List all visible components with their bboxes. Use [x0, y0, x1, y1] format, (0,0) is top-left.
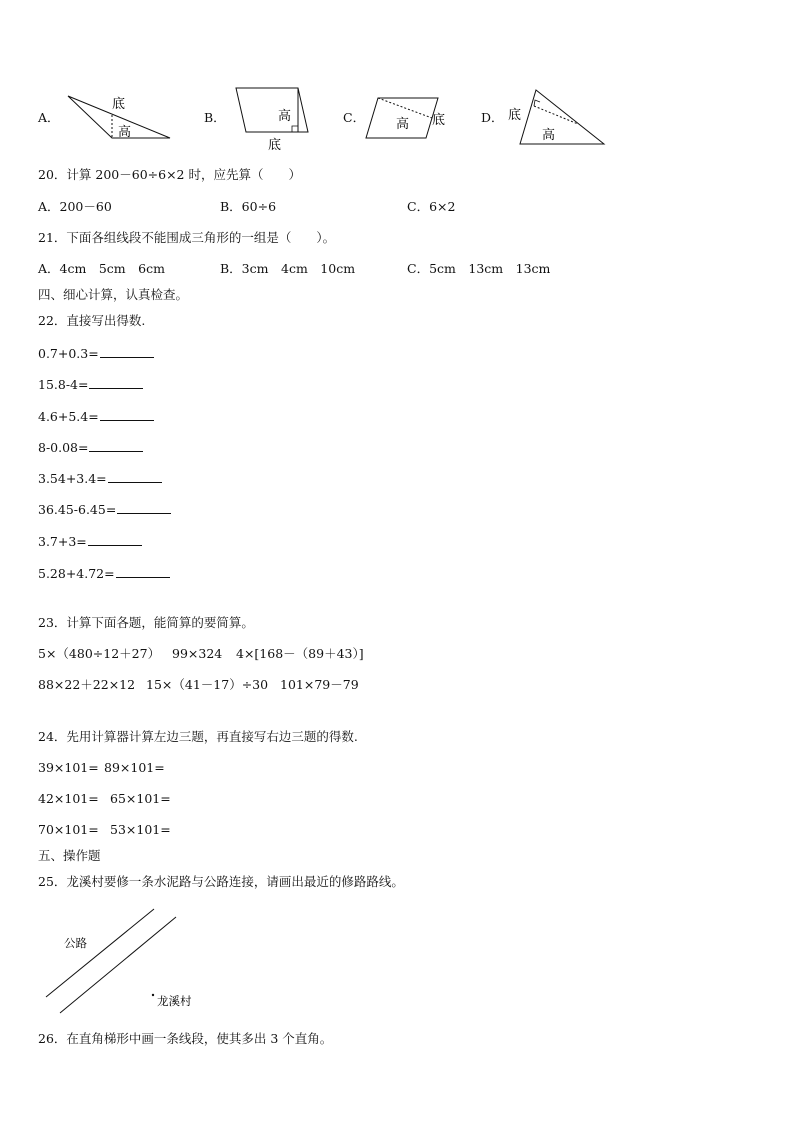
- q23-expression: 101×79－79: [280, 677, 359, 692]
- answer-blank[interactable]: [89, 376, 143, 389]
- fig-c-base: 底: [432, 113, 446, 128]
- q23-expression: 15×（41－17）÷30: [146, 677, 269, 692]
- fig-b-base: 底: [268, 138, 282, 153]
- answer-blank[interactable]: [88, 533, 142, 546]
- figure-d-triangle: [506, 86, 606, 148]
- figure-a-triangle: [60, 88, 180, 148]
- fig-c-height: 高: [396, 117, 410, 132]
- q22-item: 3.7+3=: [38, 533, 142, 550]
- option-a-label: A．: [38, 110, 60, 125]
- q22-item: 0.7+0.3=: [38, 345, 154, 362]
- village-point: [152, 994, 154, 996]
- q26-stem: 26．在直角梯形中画一条线段，使其多出 3 个直角。: [38, 1031, 333, 1046]
- road-label: 公路: [64, 936, 87, 950]
- answer-blank[interactable]: [89, 439, 143, 452]
- q23-expression: 99×324: [172, 646, 223, 661]
- q21-stem: 21．下面各组线段不能围成三角形的一组是（ ）。: [38, 230, 336, 245]
- q24-stem: 24．先用计算器计算左边三题，再直接写右边三题的得数.: [38, 729, 358, 744]
- q21-option-a: A．4cm 5cm 6cm: [38, 261, 165, 276]
- q20-option-a: A．200－60: [38, 199, 112, 214]
- section-5-heading: 五、操作题: [38, 848, 101, 863]
- village-label: 龙溪村: [157, 994, 192, 1008]
- figure-b-parallelogram: [230, 84, 320, 156]
- q24-left: 70×101=: [38, 822, 99, 837]
- q22-item: 5.28+4.72=: [38, 565, 170, 582]
- option-c-label: C．: [343, 110, 366, 125]
- answer-blank[interactable]: [108, 470, 162, 483]
- fig-b-height: 高: [278, 109, 292, 124]
- q21-option-c: C．5cm 13cm 13cm: [407, 261, 551, 276]
- q20-option-c: C．6×2: [407, 199, 456, 214]
- q22-stem: 22．直接写出得数.: [38, 313, 146, 328]
- q23-expression: 5×（480÷12＋27）: [38, 646, 161, 661]
- q21-option-b: B．3cm 4cm 10cm: [220, 261, 356, 276]
- road-diagram: [40, 905, 240, 1020]
- answer-blank[interactable]: [116, 565, 170, 578]
- q23-expression: 88×22＋22×12: [38, 677, 136, 692]
- q22-item: 8-0.08=: [38, 439, 143, 456]
- q22-item: 15.8-4=: [38, 376, 143, 393]
- fig-d-height: 高: [542, 128, 556, 143]
- q24-right: 53×101=: [110, 822, 171, 837]
- q20-stem: 20．计算 200－60÷6×2 时，应先算（ ）: [38, 167, 301, 182]
- option-b-label: B．: [204, 110, 226, 125]
- q22-item: 3.54+3.4=: [38, 470, 162, 487]
- fig-a-base: 底: [112, 97, 126, 112]
- q23-stem: 23．计算下面各题，能简算的要简算。: [38, 615, 254, 630]
- q25-stem: 25．龙溪村要修一条水泥路与公路连接，请画出最近的修路路线。: [38, 874, 404, 889]
- answer-blank[interactable]: [117, 501, 171, 514]
- q23-expression: 4×[168－（89＋43）]: [236, 646, 364, 661]
- q20-option-b: B．60÷6: [220, 199, 277, 214]
- q24-left: 39×101=: [38, 760, 99, 775]
- q24-left: 42×101=: [38, 791, 99, 806]
- section-4-heading: 四、细心计算，认真检查。: [38, 287, 189, 302]
- q24-right: 89×101=: [104, 760, 165, 775]
- option-d-label: D．: [481, 110, 504, 125]
- q22-item: 4.6+5.4=: [38, 408, 154, 425]
- fig-a-height: 高: [118, 125, 132, 140]
- q22-item: 36.45-6.45=: [38, 501, 171, 518]
- q24-right: 65×101=: [110, 791, 171, 806]
- fig-d-base: 底: [508, 108, 522, 123]
- answer-blank[interactable]: [100, 345, 154, 358]
- answer-blank[interactable]: [100, 408, 154, 421]
- figure-c-parallelogram: [366, 92, 456, 144]
